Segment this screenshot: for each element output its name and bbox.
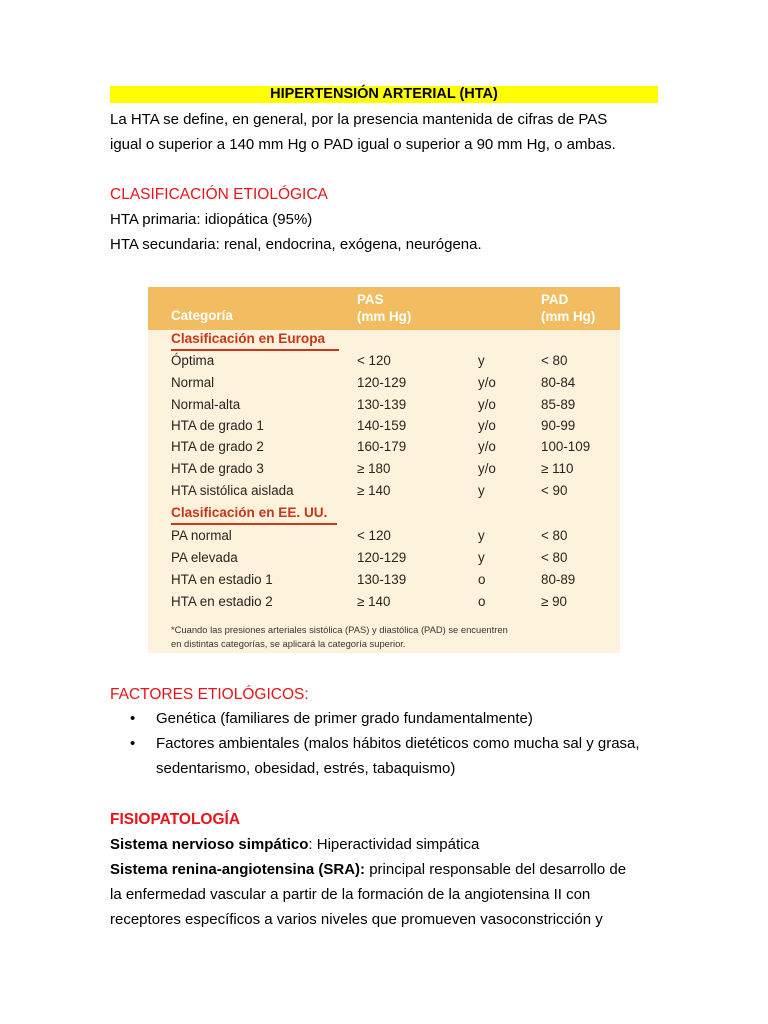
row-pas: ≥ 140 [357,483,391,498]
row-conj: y/o [478,375,496,390]
factores-heading: FACTORES ETIOLÓGICOS: [110,686,309,703]
row-categoria: HTA de grado 2 [171,439,264,454]
list-item: • Genética (familiares de primer grado fundamentalmente) [110,706,640,731]
row-categoria: HTA sistólica aislada [171,483,294,498]
row-categoria: HTA en estadio 1 [171,572,273,587]
row-conj: y/o [478,418,496,433]
row-conj: y/o [478,439,496,454]
row-pad: 85-89 [541,397,576,412]
row-pad: ≥ 110 [541,461,574,476]
row-conj: y [478,550,485,565]
row-pas: < 120 [357,353,391,368]
row-categoria: HTA en estadio 2 [171,594,273,609]
row-categoria: HTA de grado 1 [171,418,264,433]
row-categoria: Óptima [171,353,215,368]
factores-list [110,706,640,781]
classification-table [148,287,620,653]
section-underline [171,349,339,351]
row-conj: y [478,483,485,498]
row-categoria: Normal [171,375,215,390]
row-conj: y [478,528,485,543]
snc-label: Sistema nervioso simpático [110,836,309,853]
row-pad: 90-99 [541,418,576,433]
clasificacion-heading: CLASIFICACIÓN ETIOLÓGICA [110,186,328,203]
row-pad: < 80 [541,528,568,543]
row-conj: y/o [478,397,496,412]
header-pad: PAD [541,292,569,307]
row-categoria: PA elevada [171,550,238,565]
intro-line-1: La HTA se define, en general, por la presencia mantenida de cifras de PAS [110,111,608,128]
sra-line-2: la enfermedad vascular a partir de la formación de la angiotensina II con [110,886,591,903]
sra-text: principal responsable del desarrollo de [365,861,627,878]
header-pas: PAS [357,292,384,307]
snc-text: : Hiperactividad simpática [308,836,480,853]
list-item: • Factores ambientales (malos hábitos dietéticos como mucha sal y grasa, [110,731,640,756]
row-pad: 80-84 [541,375,576,390]
sra-label: Sistema renina-angiotensina (SRA): [110,861,366,878]
bullet-icon: • [130,710,136,727]
row-categoria: HTA de grado 3 [171,461,264,476]
page-title: HIPERTENSIÓN ARTERIAL (HTA) [110,86,658,103]
row-categoria: PA normal [171,528,232,543]
sra-line-3: receptores específicos a varios niveles que promueven vasoconstricción y [110,911,603,928]
row-pas: 120-129 [357,375,407,390]
table-note-line-2: en distintas categorías, se aplicará la categoría superior. [171,638,406,649]
snc-line [110,832,479,857]
row-pad: ≥ 90 [541,594,567,609]
header-categoria: Categoría [171,308,233,323]
row-pas: < 120 [357,528,391,543]
row-pas: 130-139 [357,572,407,587]
row-categoria: Normal-alta [171,397,241,412]
row-pas: 140-159 [357,418,407,433]
row-conj: o [478,572,486,587]
clasificacion-line-2: HTA secundaria: renal, endocrina, exógena, neurógena. [110,236,482,253]
row-pas: ≥ 180 [357,461,391,476]
row-pas: 120-129 [357,550,407,565]
table-note-line-1: *Cuando las presiones arteriales sistólica (PAS) y diastólica (PAD) se encuentren [171,624,508,635]
row-pas: ≥ 140 [357,594,391,609]
section-title-eeuu: Clasificación en EE. UU. [171,505,328,520]
row-pas: 130-139 [357,397,407,412]
row-conj: y [478,353,485,368]
table-header [148,287,620,330]
row-pad: 100-109 [541,439,591,454]
section-title-europa: Clasificación en Europa [171,331,326,346]
fisiopatologia-heading: FISIOPATOLOGÍA [110,811,241,828]
row-pad: < 90 [541,483,568,498]
sra-line [110,857,626,882]
row-pad: 80-89 [541,572,576,587]
row-pad: < 80 [541,353,568,368]
bullet-icon: • [130,735,136,752]
row-conj: o [478,594,486,609]
list-item-continuation: sedentarismo, obesidad, estrés, tabaquismo) [156,760,456,777]
intro-line-2: igual o superior a 140 mm Hg o PAD igual o superior a 90 mm Hg, o ambas. [110,136,616,153]
section-underline [171,523,337,525]
row-pas: 160-179 [357,439,407,454]
header-pad-unit: (mm Hg) [541,309,596,324]
header-pas-unit: (mm Hg) [357,309,412,324]
clasificacion-line-1: HTA primaria: idiopática (95%) [110,211,313,228]
row-pad: < 80 [541,550,568,565]
row-conj: y/o [478,461,496,476]
